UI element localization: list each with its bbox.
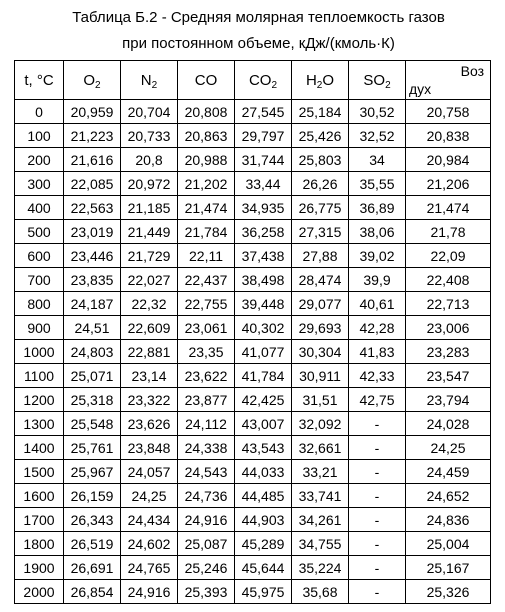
header-h2o: $H_2O$ — [292, 61, 349, 100]
cell-co: 23,877 — [178, 388, 235, 412]
cell-co2: 37,438 — [235, 244, 292, 268]
cell-n2: 20,704 — [121, 100, 178, 124]
cell-n2: 23,322 — [121, 388, 178, 412]
cell-temperature: 700 — [15, 268, 64, 292]
cell-co2: 45,644 — [235, 556, 292, 580]
cell-air: 22,09 — [406, 244, 491, 268]
cell-so2: - — [349, 412, 406, 436]
cell-co2: 36,258 — [235, 220, 292, 244]
cell-co2: 45,289 — [235, 532, 292, 556]
cell-so2: - — [349, 580, 406, 604]
cell-air: 21,474 — [406, 196, 491, 220]
cell-so2: 36,89 — [349, 196, 406, 220]
table-row — [15, 436, 491, 460]
cell-temperature: 600 — [15, 244, 64, 268]
cell-so2: - — [349, 436, 406, 460]
cell-so2: - — [349, 508, 406, 532]
header-temperature: t, °C — [15, 61, 64, 100]
cell-n2: 22,609 — [121, 316, 178, 340]
table-caption-line-1: Таблица Б.2 - Средняя молярная теплоемкость газов — [72, 9, 445, 26]
cell-so2: 42,28 — [349, 316, 406, 340]
cell-h2o: 35,224 — [292, 556, 349, 580]
cell-co: 25,246 — [178, 556, 235, 580]
cell-co2: 41,784 — [235, 364, 292, 388]
cell-air: 21,78 — [406, 220, 491, 244]
cell-so2: 32,52 — [349, 124, 406, 148]
cell-temperature: 500 — [15, 220, 64, 244]
table-row — [15, 172, 491, 196]
cell-o2: 25,761 — [64, 436, 121, 460]
cell-o2: 25,548 — [64, 412, 121, 436]
table-row — [15, 196, 491, 220]
cell-temperature: 200 — [15, 148, 64, 172]
cell-h2o: 30,304 — [292, 340, 349, 364]
table-header-row — [15, 61, 491, 100]
table-row — [15, 220, 491, 244]
cell-temperature: 2000 — [15, 580, 64, 604]
cell-so2: 41,83 — [349, 340, 406, 364]
cell-n2: 24,057 — [121, 460, 178, 484]
cell-air: 24,028 — [406, 412, 491, 436]
cell-co: 23,35 — [178, 340, 235, 364]
table-row — [15, 268, 491, 292]
cell-temperature: 1800 — [15, 532, 64, 556]
cell-co2: 39,448 — [235, 292, 292, 316]
cell-so2: 42,75 — [349, 388, 406, 412]
cell-air: 23,794 — [406, 388, 491, 412]
cell-air: 20,984 — [406, 148, 491, 172]
cell-h2o: 27,88 — [292, 244, 349, 268]
cell-h2o: 28,474 — [292, 268, 349, 292]
cell-temperature: 1400 — [15, 436, 64, 460]
cell-so2: - — [349, 484, 406, 508]
cell-o2: 25,318 — [64, 388, 121, 412]
cell-o2: 24,51 — [64, 316, 121, 340]
cell-so2: 39,9 — [349, 268, 406, 292]
cell-h2o: 31,51 — [292, 388, 349, 412]
cell-temperature: 100 — [15, 124, 64, 148]
cell-so2: 42,33 — [349, 364, 406, 388]
cell-n2: 21,449 — [121, 220, 178, 244]
cell-n2: 24,765 — [121, 556, 178, 580]
cell-co2: 33,44 — [235, 172, 292, 196]
cell-so2: - — [349, 460, 406, 484]
cell-co2: 34,935 — [235, 196, 292, 220]
cell-temperature: 0 — [15, 100, 64, 124]
header-n2: $N_2$ — [121, 61, 178, 100]
cell-co2: 42,425 — [235, 388, 292, 412]
table-row — [15, 244, 491, 268]
table-caption-line-2: при постоянном объеме, кДж/(кмоль·К) — [122, 35, 395, 52]
cell-n2: 24,602 — [121, 532, 178, 556]
cell-co: 21,202 — [178, 172, 235, 196]
table-body — [15, 100, 491, 604]
cell-h2o: 27,315 — [292, 220, 349, 244]
table-row — [15, 292, 491, 316]
cell-o2: 21,223 — [64, 124, 121, 148]
heat-capacity-table — [14, 60, 491, 604]
cell-co: 22,437 — [178, 268, 235, 292]
cell-co: 25,393 — [178, 580, 235, 604]
cell-h2o: 32,092 — [292, 412, 349, 436]
cell-co2: 43,007 — [235, 412, 292, 436]
cell-h2o: 35,68 — [292, 580, 349, 604]
cell-temperature: 300 — [15, 172, 64, 196]
cell-o2: 26,159 — [64, 484, 121, 508]
cell-temperature: 1700 — [15, 508, 64, 532]
cell-co: 24,916 — [178, 508, 235, 532]
cell-so2: 30,52 — [349, 100, 406, 124]
cell-o2: 20,959 — [64, 100, 121, 124]
cell-co2: 44,033 — [235, 460, 292, 484]
cell-h2o: 33,741 — [292, 484, 349, 508]
cell-o2: 26,519 — [64, 532, 121, 556]
cell-n2: 23,14 — [121, 364, 178, 388]
cell-co: 22,755 — [178, 292, 235, 316]
cell-temperature: 1600 — [15, 484, 64, 508]
cell-o2: 23,019 — [64, 220, 121, 244]
cell-air: 23,547 — [406, 364, 491, 388]
cell-h2o: 32,661 — [292, 436, 349, 460]
cell-air: 24,652 — [406, 484, 491, 508]
cell-o2: 22,563 — [64, 196, 121, 220]
cell-co2: 43,543 — [235, 436, 292, 460]
cell-air: 25,326 — [406, 580, 491, 604]
cell-air: 23,006 — [406, 316, 491, 340]
table-row — [15, 460, 491, 484]
cell-co: 20,988 — [178, 148, 235, 172]
cell-co: 20,808 — [178, 100, 235, 124]
cell-h2o: 29,693 — [292, 316, 349, 340]
table-row — [15, 124, 491, 148]
cell-n2: 23,626 — [121, 412, 178, 436]
table-row — [15, 556, 491, 580]
cell-o2: 26,854 — [64, 580, 121, 604]
cell-n2: 21,729 — [121, 244, 178, 268]
cell-air: 25,004 — [406, 532, 491, 556]
table-row — [15, 484, 491, 508]
cell-h2o: 33,21 — [292, 460, 349, 484]
cell-h2o: 26,26 — [292, 172, 349, 196]
table-row — [15, 100, 491, 124]
cell-o2: 23,446 — [64, 244, 121, 268]
cell-so2: 38,06 — [349, 220, 406, 244]
cell-co2: 40,302 — [235, 316, 292, 340]
cell-h2o: 34,755 — [292, 532, 349, 556]
cell-h2o: 25,803 — [292, 148, 349, 172]
cell-co2: 44,485 — [235, 484, 292, 508]
cell-n2: 24,916 — [121, 580, 178, 604]
cell-temperature: 900 — [15, 316, 64, 340]
cell-air: 21,206 — [406, 172, 491, 196]
cell-air: 24,25 — [406, 436, 491, 460]
cell-air: 23,283 — [406, 340, 491, 364]
cell-co: 24,112 — [178, 412, 235, 436]
cell-co: 24,543 — [178, 460, 235, 484]
header-so2: $SO_2$ — [349, 61, 406, 100]
cell-co: 21,474 — [178, 196, 235, 220]
cell-air: 20,838 — [406, 124, 491, 148]
header-air: Воз дух — [406, 61, 491, 100]
cell-h2o: 30,911 — [292, 364, 349, 388]
cell-o2: 25,071 — [64, 364, 121, 388]
cell-co: 23,622 — [178, 364, 235, 388]
cell-h2o: 29,077 — [292, 292, 349, 316]
cell-temperature: 1100 — [15, 364, 64, 388]
cell-o2: 25,967 — [64, 460, 121, 484]
cell-o2: 24,187 — [64, 292, 121, 316]
cell-o2: 21,616 — [64, 148, 121, 172]
table-row — [15, 364, 491, 388]
cell-o2: 24,803 — [64, 340, 121, 364]
cell-n2: 22,32 — [121, 292, 178, 316]
cell-air: 25,167 — [406, 556, 491, 580]
cell-n2: 23,848 — [121, 436, 178, 460]
cell-co2: 38,498 — [235, 268, 292, 292]
cell-so2: 34 — [349, 148, 406, 172]
cell-h2o: 25,426 — [292, 124, 349, 148]
table-row — [15, 508, 491, 532]
cell-h2o: 26,775 — [292, 196, 349, 220]
table-row — [15, 412, 491, 436]
cell-o2: 26,691 — [64, 556, 121, 580]
cell-temperature: 400 — [15, 196, 64, 220]
cell-so2: - — [349, 532, 406, 556]
table-row — [15, 340, 491, 364]
cell-o2: 22,085 — [64, 172, 121, 196]
header-co2: $CO_2$ — [235, 61, 292, 100]
table-row — [15, 148, 491, 172]
cell-co2: 31,744 — [235, 148, 292, 172]
cell-co2: 44,903 — [235, 508, 292, 532]
cell-air: 22,713 — [406, 292, 491, 316]
cell-co: 24,338 — [178, 436, 235, 460]
cell-temperature: 1000 — [15, 340, 64, 364]
cell-co2: 29,797 — [235, 124, 292, 148]
cell-n2: 20,8 — [121, 148, 178, 172]
header-o2: $O_2$ — [64, 61, 121, 100]
cell-co2: 45,975 — [235, 580, 292, 604]
cell-so2: 35,55 — [349, 172, 406, 196]
header-co: CO — [178, 61, 235, 100]
cell-so2: 40,61 — [349, 292, 406, 316]
cell-temperature: 1900 — [15, 556, 64, 580]
cell-so2: - — [349, 556, 406, 580]
cell-temperature: 1500 — [15, 460, 64, 484]
cell-n2: 24,25 — [121, 484, 178, 508]
cell-co: 22,11 — [178, 244, 235, 268]
cell-co: 21,784 — [178, 220, 235, 244]
cell-air: 22,408 — [406, 268, 491, 292]
table-row — [15, 580, 491, 604]
cell-air: 24,459 — [406, 460, 491, 484]
cell-co: 20,863 — [178, 124, 235, 148]
cell-o2: 23,835 — [64, 268, 121, 292]
cell-air: 20,758 — [406, 100, 491, 124]
cell-n2: 22,881 — [121, 340, 178, 364]
table-row — [15, 532, 491, 556]
cell-h2o: 25,184 — [292, 100, 349, 124]
cell-co2: 41,077 — [235, 340, 292, 364]
cell-co: 23,061 — [178, 316, 235, 340]
cell-n2: 20,733 — [121, 124, 178, 148]
cell-h2o: 34,261 — [292, 508, 349, 532]
cell-n2: 22,027 — [121, 268, 178, 292]
table-row — [15, 388, 491, 412]
cell-n2: 20,972 — [121, 172, 178, 196]
cell-n2: 24,434 — [121, 508, 178, 532]
cell-temperature: 1300 — [15, 412, 64, 436]
cell-co2: 27,545 — [235, 100, 292, 124]
cell-co: 25,087 — [178, 532, 235, 556]
cell-temperature: 1200 — [15, 388, 64, 412]
cell-o2: 26,343 — [64, 508, 121, 532]
table-row — [15, 316, 491, 340]
cell-so2: 39,02 — [349, 244, 406, 268]
cell-air: 24,836 — [406, 508, 491, 532]
cell-n2: 21,185 — [121, 196, 178, 220]
cell-co: 24,736 — [178, 484, 235, 508]
cell-temperature: 800 — [15, 292, 64, 316]
